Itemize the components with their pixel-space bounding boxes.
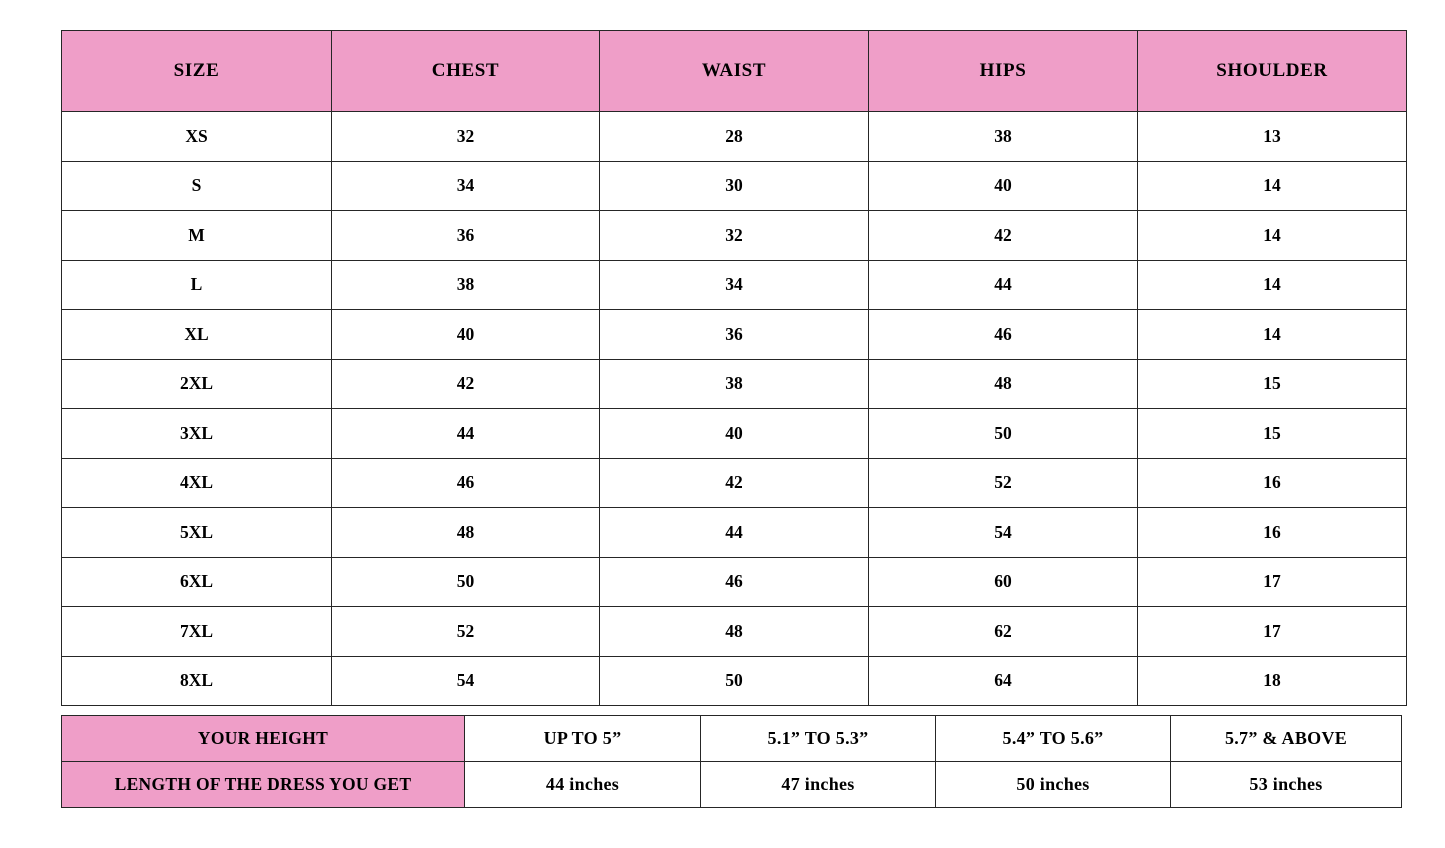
height-length-container xyxy=(61,715,1401,808)
cell-length-1: 44 inches xyxy=(465,762,701,808)
table-row xyxy=(62,359,1407,409)
cell-hips: 44 xyxy=(869,260,1138,310)
cell-waist: 32 xyxy=(600,211,869,261)
table-row-dress-length xyxy=(62,762,1402,808)
cell-height-4: 5.7” & ABOVE xyxy=(1171,716,1402,762)
cell-size: 5XL xyxy=(62,508,332,558)
table-row xyxy=(62,656,1407,706)
cell-waist: 40 xyxy=(600,409,869,459)
cell-waist: 30 xyxy=(600,161,869,211)
cell-waist: 42 xyxy=(600,458,869,508)
row-label-your-height: YOUR HEIGHT xyxy=(62,716,465,762)
cell-hips: 54 xyxy=(869,508,1138,558)
cell-waist: 50 xyxy=(600,656,869,706)
cell-size: 3XL xyxy=(62,409,332,459)
cell-chest: 38 xyxy=(332,260,600,310)
cell-waist: 38 xyxy=(600,359,869,409)
cell-size: 4XL xyxy=(62,458,332,508)
column-header-size: SIZE xyxy=(62,31,332,112)
table-row xyxy=(62,161,1407,211)
cell-shoulder: 14 xyxy=(1138,310,1407,360)
cell-size: 7XL xyxy=(62,607,332,657)
cell-shoulder: 15 xyxy=(1138,359,1407,409)
cell-hips: 64 xyxy=(869,656,1138,706)
cell-size: 6XL xyxy=(62,557,332,607)
cell-shoulder: 13 xyxy=(1138,112,1407,162)
cell-hips: 42 xyxy=(869,211,1138,261)
cell-hips: 46 xyxy=(869,310,1138,360)
cell-chest: 46 xyxy=(332,458,600,508)
size-chart-container xyxy=(61,30,1406,706)
cell-chest: 42 xyxy=(332,359,600,409)
table-row xyxy=(62,260,1407,310)
size-chart-table xyxy=(61,30,1407,706)
table-row xyxy=(62,458,1407,508)
cell-hips: 60 xyxy=(869,557,1138,607)
cell-shoulder: 17 xyxy=(1138,607,1407,657)
size-chart-head xyxy=(62,31,1407,112)
cell-chest: 34 xyxy=(332,161,600,211)
table-row xyxy=(62,409,1407,459)
cell-chest: 40 xyxy=(332,310,600,360)
table-row-your-height xyxy=(62,716,1402,762)
cell-waist: 36 xyxy=(600,310,869,360)
cell-hips: 50 xyxy=(869,409,1138,459)
row-label-dress-length: LENGTH OF THE DRESS YOU GET xyxy=(62,762,465,808)
cell-chest: 36 xyxy=(332,211,600,261)
cell-hips: 62 xyxy=(869,607,1138,657)
cell-chest: 48 xyxy=(332,508,600,558)
cell-chest: 52 xyxy=(332,607,600,657)
cell-chest: 54 xyxy=(332,656,600,706)
cell-length-3: 50 inches xyxy=(936,762,1171,808)
cell-size: 8XL xyxy=(62,656,332,706)
column-header-chest: CHEST xyxy=(332,31,600,112)
height-length-table xyxy=(61,715,1402,808)
cell-waist: 28 xyxy=(600,112,869,162)
cell-shoulder: 15 xyxy=(1138,409,1407,459)
table-row xyxy=(62,607,1407,657)
cell-length-2: 47 inches xyxy=(701,762,936,808)
size-chart-body xyxy=(62,112,1407,706)
column-header-shoulder: SHOULDER xyxy=(1138,31,1407,112)
cell-height-1: UP TO 5” xyxy=(465,716,701,762)
cell-length-4: 53 inches xyxy=(1171,762,1402,808)
table-row xyxy=(62,112,1407,162)
cell-hips: 48 xyxy=(869,359,1138,409)
cell-hips: 38 xyxy=(869,112,1138,162)
cell-shoulder: 16 xyxy=(1138,508,1407,558)
column-header-hips: HIPS xyxy=(869,31,1138,112)
cell-shoulder: 18 xyxy=(1138,656,1407,706)
column-header-waist: WAIST xyxy=(600,31,869,112)
cell-chest: 44 xyxy=(332,409,600,459)
cell-shoulder: 17 xyxy=(1138,557,1407,607)
cell-size: XL xyxy=(62,310,332,360)
cell-size: 2XL xyxy=(62,359,332,409)
cell-size: M xyxy=(62,211,332,261)
cell-shoulder: 16 xyxy=(1138,458,1407,508)
cell-waist: 46 xyxy=(600,557,869,607)
table-row xyxy=(62,310,1407,360)
cell-hips: 52 xyxy=(869,458,1138,508)
cell-shoulder: 14 xyxy=(1138,161,1407,211)
cell-hips: 40 xyxy=(869,161,1138,211)
cell-chest: 32 xyxy=(332,112,600,162)
cell-waist: 44 xyxy=(600,508,869,558)
table-row xyxy=(62,557,1407,607)
cell-size: L xyxy=(62,260,332,310)
table-row xyxy=(62,211,1407,261)
cell-chest: 50 xyxy=(332,557,600,607)
height-length-body xyxy=(62,716,1402,808)
cell-size: S xyxy=(62,161,332,211)
table-header-row xyxy=(62,31,1407,112)
cell-waist: 34 xyxy=(600,260,869,310)
cell-height-3: 5.4” TO 5.6” xyxy=(936,716,1171,762)
cell-height-2: 5.1” TO 5.3” xyxy=(701,716,936,762)
cell-size: XS xyxy=(62,112,332,162)
cell-shoulder: 14 xyxy=(1138,211,1407,261)
table-row xyxy=(62,508,1407,558)
cell-waist: 48 xyxy=(600,607,869,657)
cell-shoulder: 14 xyxy=(1138,260,1407,310)
